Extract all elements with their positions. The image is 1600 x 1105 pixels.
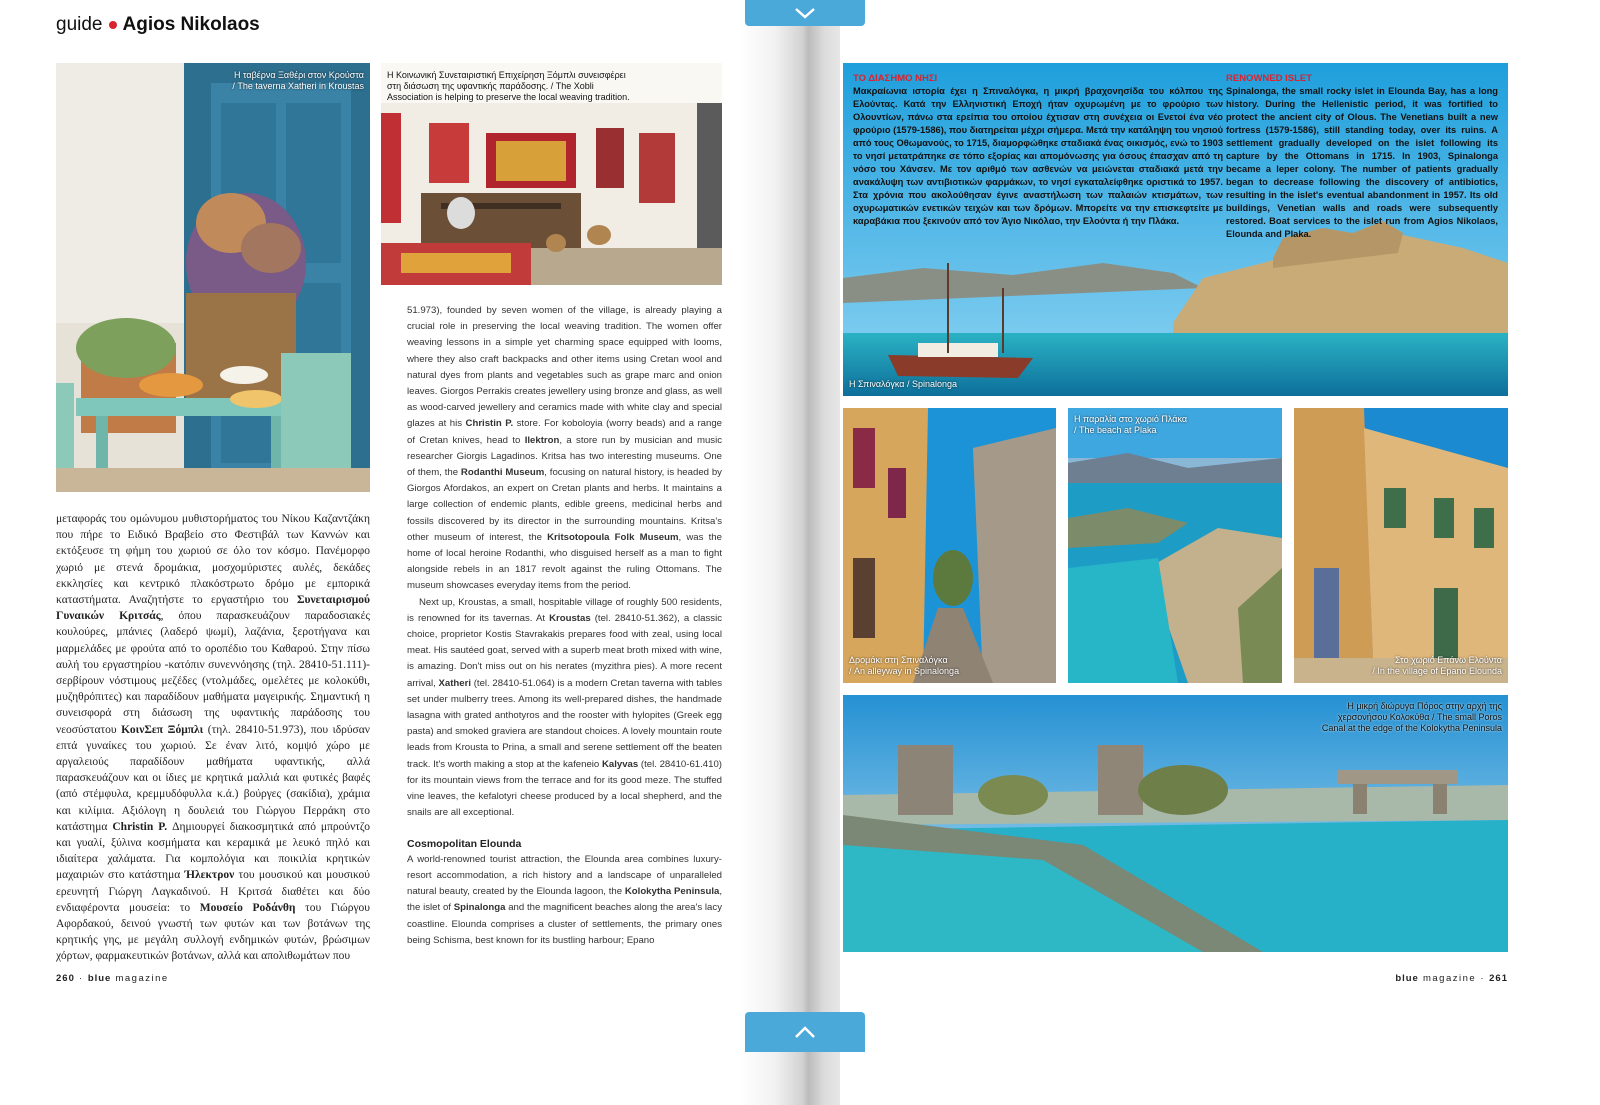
english-highlight: Kolokytha Peninsula [624, 886, 720, 898]
previous-page-button[interactable] [745, 1012, 865, 1052]
greek-highlight: Christin P. [112, 820, 168, 833]
english-text: , was the home of local heroine Rodanthi, who disguised herself as a man to fight alongside rebels in an 1817 revolt against the ruling Ottomans. The museum showcases everyday items from the period. [407, 531, 722, 592]
alley-caption: Δρομάκι στη Σπιναλόγκα / An alleyway in Spinalonga [849, 655, 960, 676]
plaka-caption: Η παραλία στο χωριό Πλάκα / The beach at Plaka [1074, 414, 1188, 435]
greek-text: μπάνιες (λαδερό ψωμί), λαζάνια, ξεροτήγανα και μαρμελάδες με φρούτα από το οροπέδιο του Καθαρού. Στην πίσω αυλή του εργαστηρίου -κατόπιν συνεννόησης (τηλ. 28410-51.111)- σερβίρουν νόστιμους μεζέδες (ντολμάδες, ομελέτες με κολοκύθι, μυζηθρόπιτες) και παραδίδουν μαθήματα μαγειρικής. Σημαντική η συνεισφορά στη διάσωση της υφαντικής παράδοσης του νεοσύστατου [56, 626, 370, 736]
left-folio [56, 973, 169, 984]
weaving-photo [381, 63, 722, 285]
english-highlight: Christin P. [465, 418, 514, 430]
greek-highlight: Ήλεκτρον [184, 869, 235, 882]
right-folio [1395, 973, 1508, 984]
page-number: 261 [1489, 973, 1508, 984]
greek-highlight: Μουσείο Ροδάνθη [199, 901, 296, 914]
magazine-word: magazine [115, 973, 169, 984]
sidebar-greek [853, 72, 1223, 228]
chevron-up-icon [794, 1025, 816, 1039]
english-article-column [407, 303, 722, 949]
english-text: (tel. 28410-51.362), a classic choice, proprietor Kostis Stavrakakis prepares food with zeal, using local meat. His sautéed goat, served with a superb meat broth mixed with wine, is amazing. Don't miss out on his nerates (myzithra pies). A more recent arrival, [407, 612, 723, 689]
page-number: 260 [56, 973, 75, 984]
english-highlight: Kroustas [549, 612, 591, 624]
english-highlight: Xatheri [438, 677, 472, 689]
magazine-word: magazine [1422, 973, 1477, 984]
alley-photo [843, 408, 1056, 683]
folio-separator: · [1480, 973, 1485, 984]
sidebar-english [1226, 72, 1498, 241]
chevron-down-icon [794, 7, 816, 19]
red-dot-icon [109, 21, 117, 29]
english-text: A world-renowned tourist attraction, the Elounda area combines luxury-resort accommodation, a rich history and a landscape of unparalleled natural beauty, created by the Elounda lagoon, the [407, 853, 722, 898]
english-text: , focusing on natural history, is headed by Giorgos Afordakos, an expert on Cretan plants and herbs. It maintains a large collection of endemic plants, edible greens, medicinal herbs and fossils discovered by its director in the surrounding mountains. Kritsa's other museum of interest, the [407, 467, 722, 543]
greek-text: του μουσικού και μουσικού ερευνητή Γιώργη Λαγκαδινού. Η Κριτσά διαθέτει και δύο ενδιαφέροντα μουσεία: το [56, 869, 370, 914]
section-header [56, 14, 260, 36]
greek-text: Δημιουργεί διακοσμητικά από μπρούντζο και γυαλί, ξύλινα κοσμήματα και κεραμικά με λευκό πηλό και ιδιαίτερα χαλάματα. Για κομπολόγια και ποικιλία κρητικών μαχαιριών στο κατάστημα [56, 820, 370, 882]
taverna-caption: Η ταβέρνα Ξαθέρι στον Κρούστα / The taverna Xatheri in Kroustas [232, 70, 364, 91]
english-text: 51.973), founded by seven women of the village, is already playing a crucial role in preserving the local weaving tradition. The women offer weaving lessons in a simple yet charming space equipped with looms, where they also craft backpacks and other items using Cretan wool and natural dyes from plants and vegetables such as grape marc and onion leaves. Giorgos Perrakis creates jewellery using bronze and glass, as well as wood-carved jewellery and ceramics made with white clay and special glazes at his [407, 305, 722, 430]
poros-photo [843, 695, 1508, 952]
english-highlight: Spinalonga [453, 902, 506, 914]
greek-text: (τηλ. 28410-51.973), που ιδρύσαν επτά γυναίκες του χωριού. Σε έναν λιτό, κομψό χώρο με αργαλειούς παραδίδουν μαθήματα υφαντικής, αλλά παρασκευάζουν και οι ίδιες με κρητικά μαλλιά και φυτικές βαφές (από στέμφυλα, κρεμμυδόφυλλα κ.ά.) βούργες (σακίδια), χράμια και κιλίμια. Αξιόλογη η δουλειά του Γιώργου Περράκη στο κατάστημα [56, 723, 370, 833]
magazine-brand: blue [87, 973, 112, 984]
spinalonga-caption: Η Σπιναλόγκα / Spinalonga [849, 379, 958, 389]
greek-text: , όπου παρασκευάζουν παραδοσιακές κουλούρες, [56, 610, 370, 639]
greek-article-column [56, 511, 370, 965]
greek-highlight: Συνεταιρισμού Γυναικών Κριτσάς [56, 594, 370, 623]
section-heading: Cosmopolitan Elounda [407, 837, 522, 850]
english-highlight: Ilektron [524, 434, 560, 446]
plaka-photo [1068, 408, 1282, 683]
english-highlight: Kritsotopoula Folk Museum [547, 531, 679, 543]
magazine-brand: blue [1395, 973, 1419, 984]
left-page [0, 0, 760, 1105]
poros-caption: Η μικρή διώρυγα Πόρος στην αρχή της χερσονήσου Κολοκύθα / The small Poros Canal at the edge of the Kolokytha Peninsula [1321, 701, 1502, 733]
sidebar-english-title: RENOWNED ISLET [1226, 73, 1313, 84]
right-page [840, 0, 1600, 1105]
page-title: Agios Nikolaos [122, 14, 260, 35]
sidebar-greek-text: Μακραίωνια ιστορία έχει η Σπιναλόγκα, η μικρή βραχονησίδα του κόλπου της Ελούντας. Κατά την Ελληνιστική Εποχή ήταν οχυρωμένη με το φρούριο των Ολουντίων, πάνω στα ερείπια του οποίου έχτισαν στη συνέχεια οι Ενετοί ένα νέο φρούριο (1579-1586), που διατηρείται μέχρι σήμερα. Μετά την κατάληψη του νησιού από τους Οθωμανούς, το 1715, διαμορφώθηκε σταδιακά ένας οικισμός, ενώ το 1903 το νησί μετατράπηκε σε τόπο εξορίας και απομόνωσης για όσους έπασχαν από τη νόσο του Χάνσεν. Με τον αριθμό των ασθενών να μειώνεται σταδιακά μετά την ανακάλυψη των αντιβιοτικών φαρμάκων, το νησί εγκαταλείφθηκε οριστικά το 1957. Στα χρόνια που ακολούθησαν έγινε αναστήλωση των παλαιών κτισμάτων, των οχυρωματικών ενετικών τειχών και των δρόμων. Μπορείτε να την επισκεφτείτε με καραβάκια που ξεκινούν από τον Άγιο Νικόλαο, την Ελούντα ή την Πλάκα. [853, 86, 1223, 226]
taverna-photo [56, 63, 370, 492]
greek-text: μεταφοράς του ομώνυμου μυθιστορήματος του Νίκου Καζαντζάκη που πήρε το Ειδικό Βραβείο στο Φεστιβάλ των Καννών και εκτόξευσε τη φήμη του χωριού σε όλο τον κόσμο. Πανέμορφο χωριό με στενά δρομάκια, μοσχομύριστες αυλές, δεκάδες εκκλησίες και κεντρικό πλακόστρωτο δρόμο με εμπορικά καταστήματα. Αναζητήστε το εργαστήριο του [56, 513, 370, 607]
weaving-caption: Η Κοινωνική Συνεταιριστική Επιχείρηση Ξόμπλι συνεισφέρει στη διάσωση της υφαντικής παράδοσης. / The Xobli Association is helping to preserve the local weaving tradition. [387, 70, 630, 102]
english-text: , the islet of [407, 886, 723, 914]
english-text: store. For koboloyia (worry beads) and a range of Cretan knives, head to [407, 418, 722, 446]
english-text: (tel. 28410-61.410) for its mountain views from the terrace and for its good meze. The stuffed vine leaves, the kefalotyri cheese produced by a local shepherd, and the snails are all exceptional. [407, 758, 722, 819]
english-text: , a store run by musician and music researcher Giorgis Lagadinos. Kritsa has two interesting museums. One of them, the [407, 434, 723, 479]
sidebar-english-text: Spinalonga, the small rocky islet in Elounda Bay, has a long history. During the Hellenistic period, it was fortified to protect the ancient city of Olous. The Venetians built a new fortress (1579-1586), still standing today, over its ruins. A settlement gradually developed on the islet following its capture by the Ottomans in 1715. In 1903, Spinalonga became a leper colony. The number of patients gradually began to decrease following the discovery of antibiotics, resulting in the islet's eventual abandonment in 1957. Its old buildings, Venetian walls and roads were subsequently restored. Boat services to the islet run from Agios Nikolaos, Elounda and Plaka. [1226, 86, 1498, 239]
english-text: Next up, Kroustas, a small, hospitable village of roughly 500 residents, is renowned for its tavernas. At [407, 596, 722, 624]
epano-caption: Στο χωριό Επάνω Ελούντα / In the village of Epano Elounda [1372, 655, 1502, 676]
english-text: (tel. 28410-51.064) is a modern Cretan taverna with tables set under mulberry trees. Among its well-prepared dishes, the handmade lasagna with grated anthotyros and the rooster with hylopites (Greek egg pasta) and smoked graviera are standout choices. A lovely mountain route leads from Krousta to Prina, a small and serene settlement off the beaten track. It's worth making a stop at the kafeneio [407, 677, 722, 770]
sidebar-greek-title: ΤΟ ΔΙΑΣΗΜΟ ΝΗΣΙ [853, 73, 938, 84]
greek-highlight: ΚοινΣεπ Ξόμπλι [121, 723, 204, 736]
english-highlight: Kalyvas [601, 758, 639, 770]
folio-separator: · [79, 973, 84, 984]
next-page-button[interactable] [745, 0, 865, 26]
english-text: and the magnificent beaches along the area's lacy coastline. Elounda comprises a cluster of settlements, the primary ones being Schisma, best known for its bustling harbour; Epano [407, 902, 722, 946]
greek-text: του Γιώργου Αφορδακού, δεινού γνωστή των φυτών και των βοτάνων της κρητικής γης, με μεγάλη συλλογή ενδημικών φυτών, βρώσιμων χόρτων, φαρμακευτικών βοτάνων, αλλά και απολιθωμάτων που [56, 901, 370, 963]
epano-photo [1294, 408, 1508, 683]
section-label: guide [56, 14, 103, 35]
english-highlight: Rodanthi Museum [460, 467, 545, 479]
